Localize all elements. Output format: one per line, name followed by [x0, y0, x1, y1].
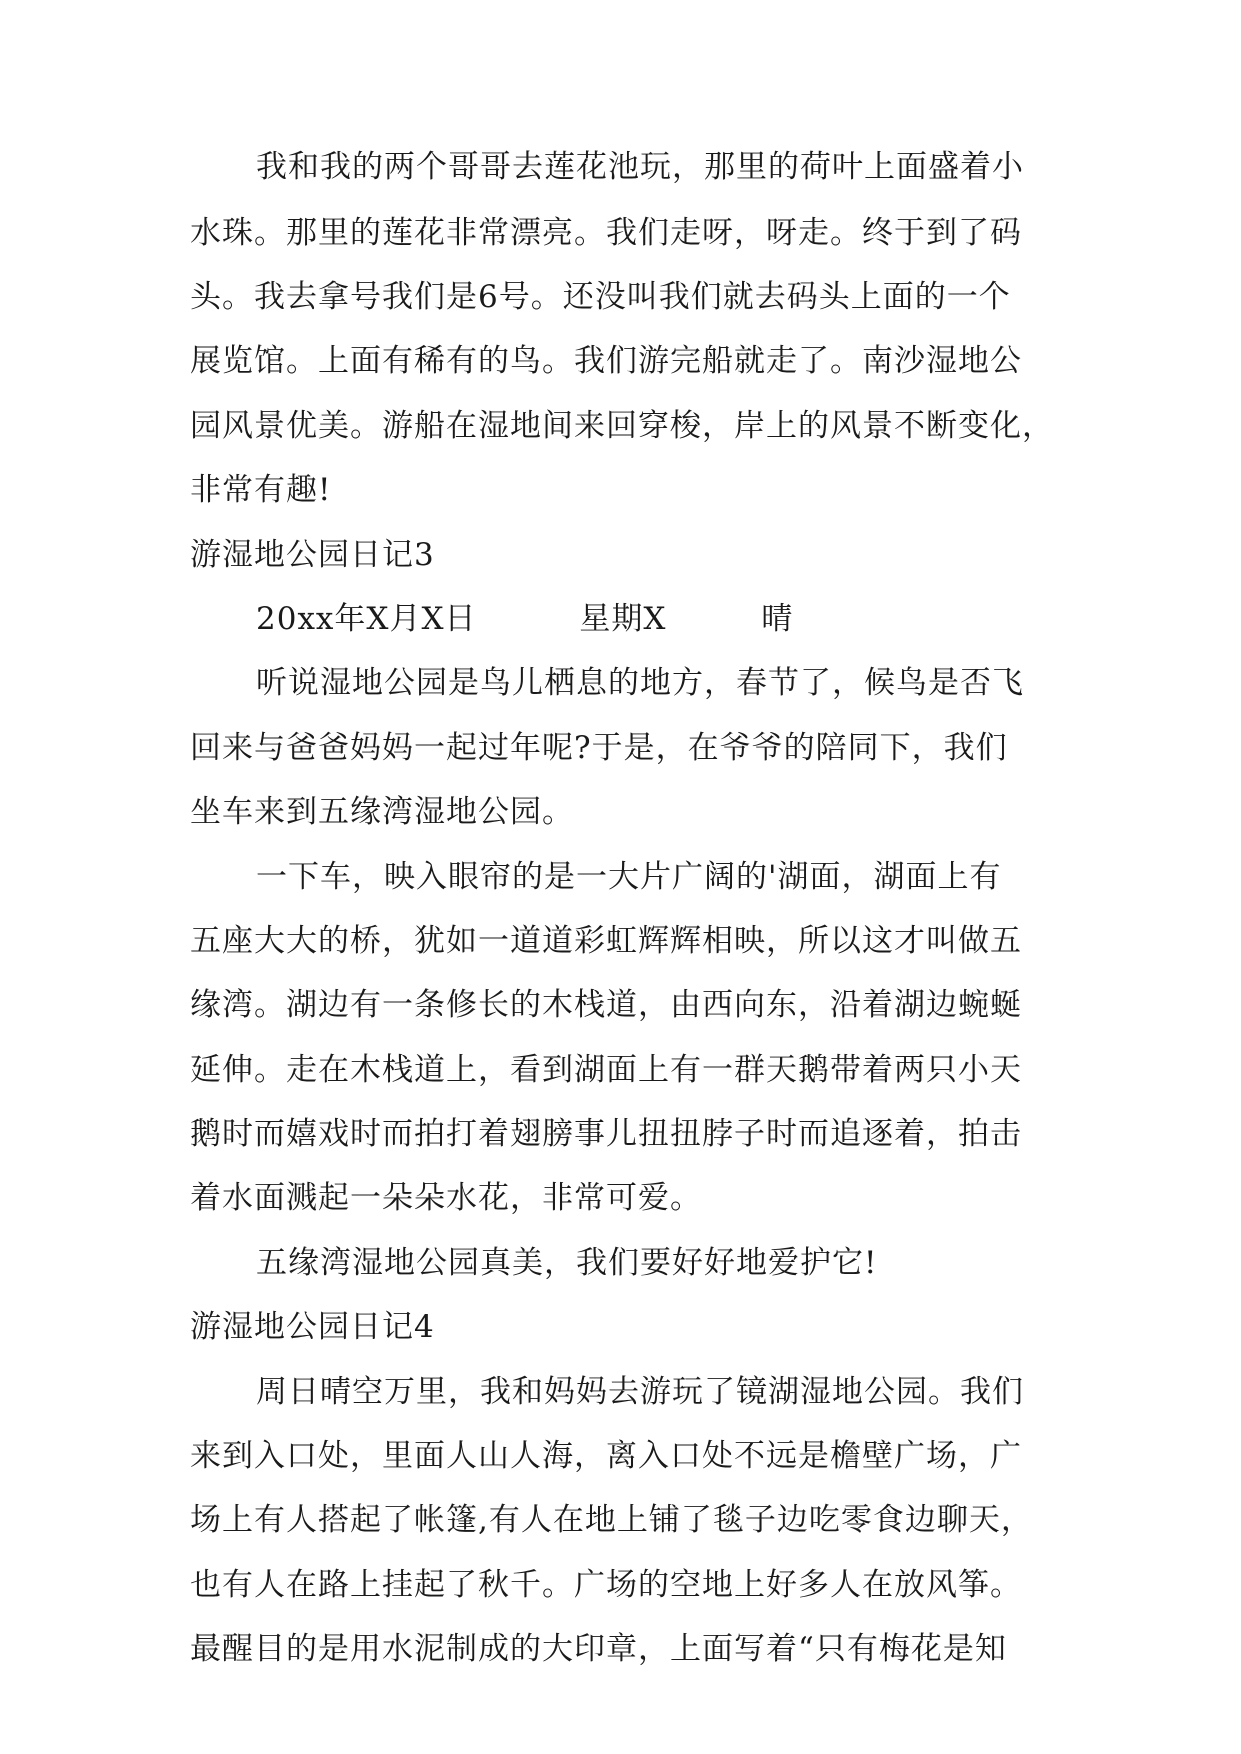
paragraph-line: 回来与爸爸妈妈一起过年呢?于是，在爷爷的陪同下，我们 [190, 730, 1008, 766]
paragraph-line: 延伸。走在木栈道上，看到湖面上有一群天鹅带着两只小天 [190, 1052, 1022, 1088]
paragraph-line: 一下车，映入眼帘的是一大片广阔的'湖面，湖面上有 [256, 859, 1002, 895]
paragraph-line: 来到入口处，里面人山人海，离入口处不远是檐壁广场，广 [190, 1438, 1022, 1474]
paragraph-line: 坐车来到五缘湾湿地公园。 [190, 794, 574, 830]
paragraph-line: 缘湾。湖边有一条修长的木栈道，由西向东，沿着湖边蜿蜒 [190, 987, 1022, 1023]
paragraph-line: 园风景优美。游船在湿地间来回穿梭，岸上的风景不断变化， [190, 408, 1054, 444]
paragraph-line: 周日晴空万里，我和妈妈去游玩了镜湖湿地公园。我们 [256, 1374, 1024, 1410]
date-text: 20xx年X月X日 [256, 601, 477, 637]
paragraph-line: 最醒目的是用水泥制成的大印章，上面写着“只有梅花是知 [190, 1631, 1007, 1667]
section-heading: 游湿地公园日记3 [190, 537, 435, 573]
paragraph-line: 水珠。那里的莲花非常漂亮。我们走呀，呀走。终于到了码 [190, 215, 1022, 251]
paragraph-line: 场上有人搭起了帐篷,有人在地上铺了毯子边吃零食边聊天， [190, 1502, 1033, 1538]
paragraph-line: 听说湿地公园是鸟儿栖息的地方，春节了，候鸟是否飞 [256, 665, 1024, 701]
paragraph-line: 五座大大的桥，犹如一道道彩虹辉辉相映，所以这才叫做五 [190, 923, 1022, 959]
paragraph-line: 五缘湾湿地公园真美，我们要好好地爱护它! [256, 1245, 878, 1281]
paragraph-line: 展览馆。上面有稀有的鸟。我们游完船就走了。南沙湿地公 [190, 343, 1022, 379]
paragraph-line: 鹅时而嬉戏时而拍打着翅膀事儿扭扭脖子时而追逐着，拍击 [190, 1116, 1022, 1152]
paragraph-line: 着水面溅起一朵朵水花，非常可爱。 [190, 1180, 702, 1216]
weather-text: 晴 [761, 601, 794, 637]
paragraph-line: 我和我的两个哥哥去莲花池玩，那里的荷叶上面盛着小 [256, 149, 1024, 185]
weekday-text: 星期X [579, 601, 667, 637]
paragraph-line: 非常有趣! [190, 472, 332, 508]
date-line [256, 599, 1146, 639]
section-heading: 游湿地公园日记4 [190, 1309, 435, 1345]
paragraph-line: 头。我去拿号我们是6号。还没叫我们就去码头上面的一个 [190, 279, 1011, 315]
paragraph-line: 也有人在路上挂起了秋千。广场的空地上好多人在放风筝。 [190, 1567, 1022, 1603]
